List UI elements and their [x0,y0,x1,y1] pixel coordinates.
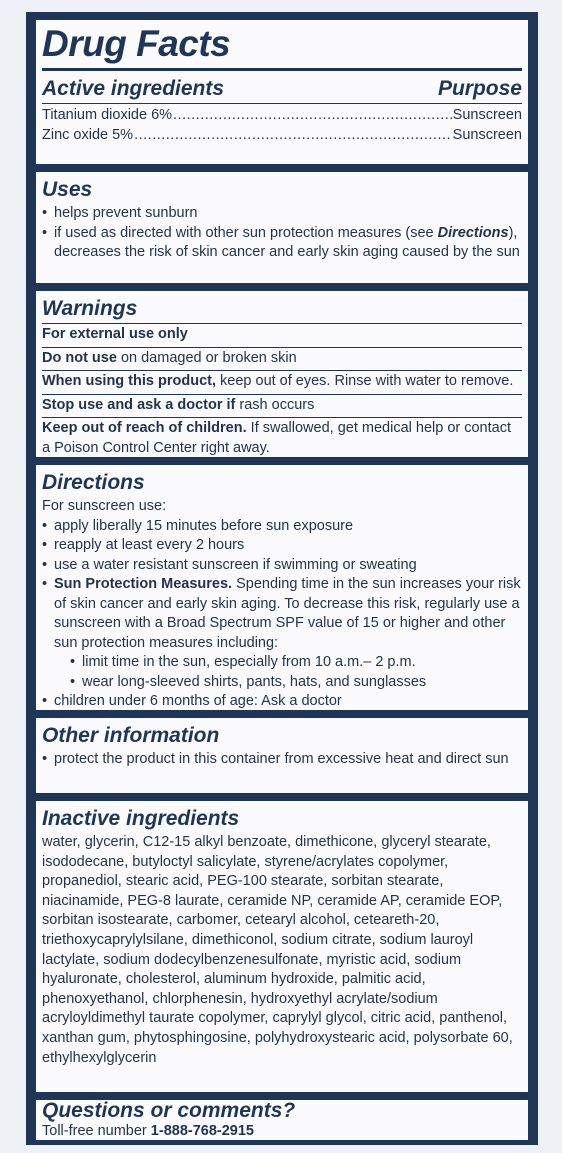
phone-number[interactable]: 1-888-768-2915 [150,1123,254,1139]
keep-out-label: Keep out of reach of children. [42,420,247,436]
stop-use-text [42,395,522,418]
drug-facts-title: Drug Facts [42,23,231,64]
list-item [42,224,522,263]
active-divider [42,103,522,104]
uses-item-text: helps prevent sunburn [54,205,198,221]
leader-dots [173,106,452,126]
stop-use-label: Stop use and ask a doctor if [42,396,236,413]
do-not-use-detail: on damaged or broken skin [116,349,297,366]
directions-intro: For sunscreen use: [42,498,167,514]
list-item: • wear long-sleeved shirts, pants, hats, and sunglasses [42,673,522,693]
sun-protection-detail: Spending time in the sun increases your risk of skin cancer and early skin aging. To decrease this risk, regularly use a sunscreen with a Broad Spectrum SPF value of 15 or higher and other sun protection measures including: [54,576,521,651]
inactive-ingredients-text: water, glycerin, C12-15 alkyl benzoate, dimethicone, glyceryl stearate, isododecane, butyloctyl salicylate, styrene/acrylates copolymer, propanediol, stearic acid, PEG-100 stearate, sorbitan stearate, niacinamide, PEG-8 laurate, ceramide NP, ceramide AP, ceramide EOP, sorbitan isostearate, carbomer, cetearyl alcohol, ceteareth-20, triethoxycaprylylsilane, dimethiconol, sodium citrate, sodium lauroyl lactylate, sodium dodecylbenzenesulfonate, myristic acid, sodium hyaluronate, cholesterol, aluminum hydroxide, palmitic acid, phenoxyethanol, chlorphenesin, hydroxyethyl acrylate/sodium acryloyldimethyl taurate copolymer, caprylyl glycol, citric acid, panthenol, xanthan gum, phytosphingosine, polyhydroxystearic acid, polysorbate 60, ethylhexylglycerin [42,834,513,1066]
when-using-label: When using this product, [42,373,216,389]
keep-out-text [42,418,522,460]
ingredient-name: Zinc oxide 5% [42,126,134,143]
warnings-box [36,291,528,457]
uses-list [42,204,522,263]
uses-item-text: if used as directed with other sun protection measures (see [54,224,438,241]
keep-out-detail: If swallowed, get medical help or contact a Poison Control Center right away. [42,420,511,456]
purpose-heading: Purpose [437,77,522,100]
questions-box [36,1100,528,1140]
inactive-ingredients-box [36,801,528,1092]
inactive-ingredients-heading: Inactive ingredients [42,807,240,830]
drug-facts-panel [26,12,538,1145]
directions-heading: Directions [42,471,145,494]
sun-protection-label: Sun Protection Measures. [54,576,233,592]
ingredient-purpose: Sunscreen [452,126,522,143]
when-using-text [42,371,522,394]
list-item: • children under 6 months of age: Ask a doctor [42,692,522,712]
list-item [42,204,522,224]
other-info-box [36,718,528,793]
uses-box [36,172,528,283]
when-using-detail: keep out of eyes. Rinse with water to remove. [216,373,514,389]
list-item: • limit time in the sun, especially from 10 a.m.– 2 p.m. [42,653,522,673]
toll-free-label: Toll-free number [42,1123,151,1139]
uses-heading: Uses [42,178,93,201]
toll-free-line [42,1123,522,1139]
stop-use-detail: rash occurs [235,396,315,413]
uses-item-text: ), decreases the risk of skin cancer and early skin aging caused by the sun [54,224,520,260]
active-header-row [42,75,522,103]
warnings-heading: Warnings [42,297,138,320]
list-item: • reapply at least every 2 hours [42,536,522,556]
questions-heading: Questions or comments? [42,1099,296,1122]
do-not-use-text [42,348,522,371]
list-item: • protect the product in this container from excessive heat and direct sun [42,750,522,770]
other-info-list [42,750,522,770]
do-not-use-label: Do not use [42,349,117,366]
title-divider [42,68,522,71]
ingredient-name: Titanium dioxide 6% [42,107,173,123]
list-item: • use a water resistant sunscreen if swimming or sweating [42,556,522,576]
external-use-text: For external use only [42,326,188,342]
ingredient-row [42,126,522,146]
leader-dots [134,126,452,146]
list-item [42,575,522,653]
active-ingredients-heading: Active ingredients [42,77,225,100]
other-info-heading: Other information [42,724,220,747]
directions-list [42,517,522,712]
directions-box [36,465,528,710]
active-ingredients-box [36,20,528,164]
ingredient-row [42,106,522,126]
list-item: • apply liberally 15 minutes before sun exposure [42,517,522,537]
ingredient-purpose: Sunscreen [452,107,522,123]
directions-reference: Directions [437,224,509,241]
